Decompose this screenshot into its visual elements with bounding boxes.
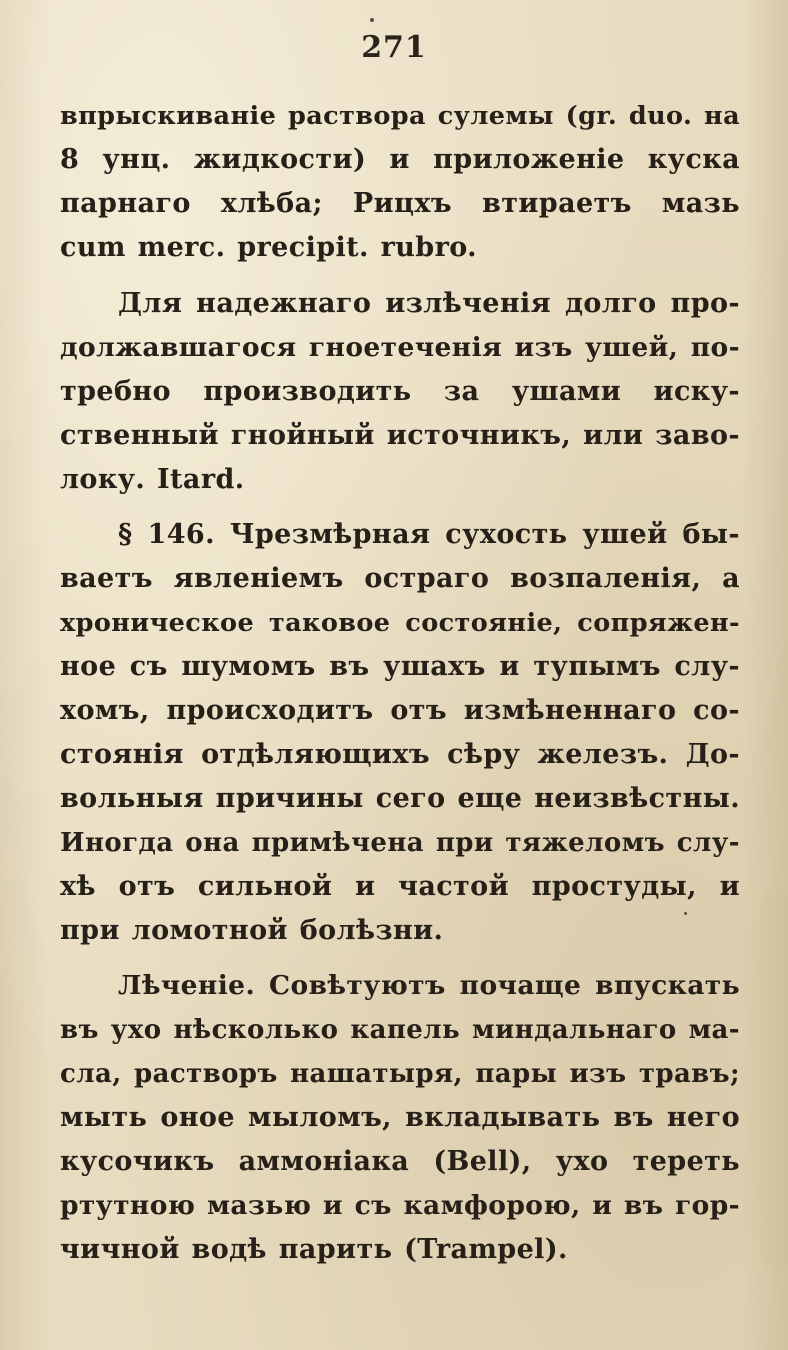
text-line: мыть оное мыломъ, вкладывать въ него (60, 1102, 740, 1133)
text-line: локу. Itard. (60, 464, 245, 495)
paragraph-1 (60, 94, 740, 270)
text-line: Лѣченiе. Совѣтуютъ почаще впускать (118, 970, 740, 1001)
text-line: хомъ, происходитъ отъ измѣненнаго со- (60, 695, 740, 726)
text-line: Иногда она примѣчена при тяжеломъ слу- (60, 828, 740, 858)
text-line: требно производить за ушами иску- (60, 376, 740, 407)
text-line: парнаго хлѣба; Рицхъ втираетъ мазь (60, 188, 740, 219)
text-line: впрыскиванiе раствора сулемы (gr. duo. на (60, 101, 740, 131)
text-line: сла, растворъ нашатыря, пары изъ травъ; (60, 1059, 740, 1089)
text-line: въ ухо нѣсколько капель миндальнаго ма- (60, 1015, 740, 1045)
page-number: 271 (361, 30, 427, 65)
text-line: должавшагося гноетеченiя изъ ушей, по- (60, 332, 740, 363)
text-line: ваетъ явленiемъ остраго возпаленiя, а (60, 563, 740, 594)
text-line: чичной водѣ парить (Trampel). (60, 1234, 568, 1265)
text-line: 8 унц. жидкости) и приложенiе куска (60, 144, 740, 175)
text-line: хроническое таковое состоянiе, сопряжен- (60, 608, 740, 638)
text-line: Для надежнаго излѣченiя долго про- (118, 288, 740, 319)
text-line: ртутною мазью и съ камфорою, и въ гор- (60, 1190, 741, 1221)
text-line: ственный гнойный источникъ, или заво- (60, 420, 740, 451)
text-line: cum merc. precipit. rubro. (60, 232, 477, 263)
ink-speck (370, 18, 374, 22)
text-line: хѣ отъ сильной и частой простуды, и (60, 871, 740, 902)
text-line: ное съ шумомъ въ ушахъ и тупымъ слу- (60, 651, 740, 682)
text-line: стоянiя отдѣляющихъ сѣру железъ. До- (60, 739, 740, 770)
paragraph-3 (60, 513, 740, 953)
text-line: § 146. Чрезмѣрная сухость ушей бы- (118, 519, 740, 550)
text-line: кусочикъ аммонiака (Bell), ухо тереть (60, 1146, 740, 1177)
paragraph-2 (60, 282, 740, 502)
text-line: при ломотной болѣзни. (60, 915, 444, 946)
paragraph-4 (60, 964, 740, 1272)
text-line: вольныя причины сего еще неизвѣстны. (60, 783, 740, 814)
